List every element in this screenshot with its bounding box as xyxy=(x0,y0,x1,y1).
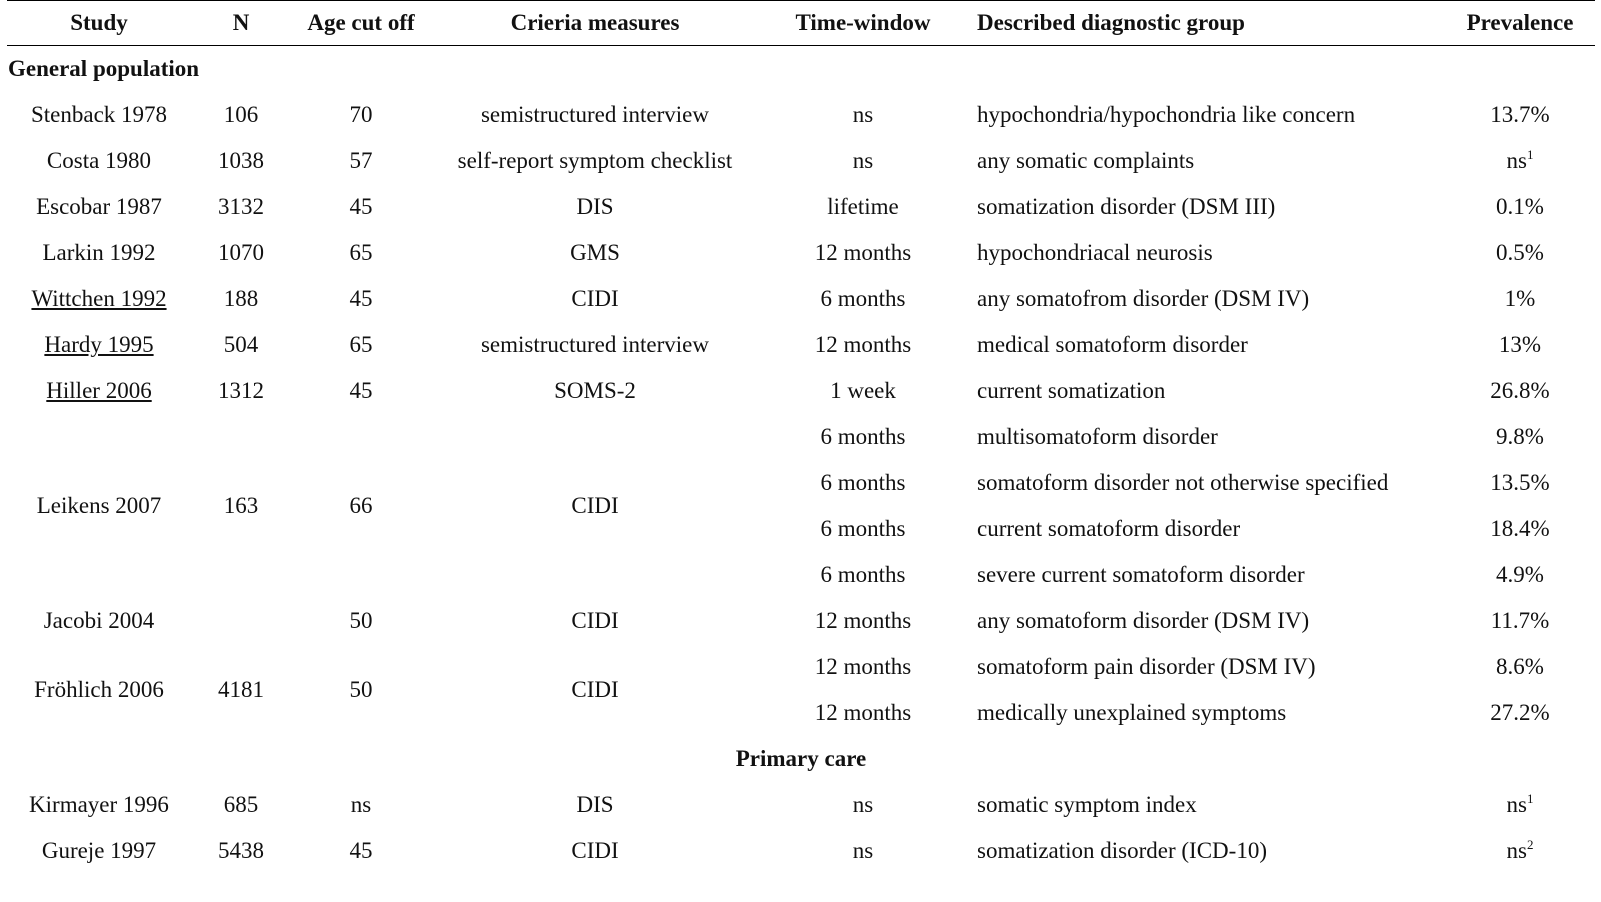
study-cell: Hardy 1995 xyxy=(44,332,154,357)
measure-cell: semistructured interview xyxy=(480,102,709,127)
measure-cell: semistructured interview xyxy=(480,332,709,357)
measure-cell: CIDI xyxy=(571,493,619,518)
time-cell: ns xyxy=(852,102,874,127)
time-cell: 6 months xyxy=(820,470,906,495)
prevalence-cell: 27.2% xyxy=(1490,700,1550,725)
n-cell: 1070 xyxy=(218,240,264,265)
footnote-marker: 1 xyxy=(1526,791,1534,806)
measure-cell: CIDI xyxy=(571,677,619,702)
col-header-group: Described diagnostic group xyxy=(967,1,1445,46)
age-cell: 45 xyxy=(349,378,373,403)
time-cell: 12 months xyxy=(814,700,912,725)
measure-cell: CIDI xyxy=(571,286,619,311)
age-cell: 50 xyxy=(349,608,373,633)
col-header-prevalence: Prevalence xyxy=(1445,1,1595,46)
measure-cell: SOMS-2 xyxy=(554,378,636,403)
study-cell: Wittchen 1992 xyxy=(31,286,167,311)
time-cell: 12 months xyxy=(814,608,912,633)
age-cell: ns xyxy=(350,792,372,817)
group-cell: hypochondriacal neurosis xyxy=(977,240,1213,265)
time-cell: 12 months xyxy=(814,654,912,679)
prevalence-cell: 0.5% xyxy=(1496,240,1544,265)
prevalence-value: ns xyxy=(1506,148,1527,173)
n-cell: 3132 xyxy=(218,194,264,219)
group-cell: somatization disorder (ICD-10) xyxy=(977,838,1267,863)
group-cell: current somatoform disorder xyxy=(977,516,1241,541)
n-cell: 1312 xyxy=(218,378,264,403)
n-cell: 504 xyxy=(223,332,259,357)
table-row xyxy=(7,92,1595,138)
study-cell: Escobar 1987 xyxy=(36,194,162,219)
prevalence-cell: 4.9% xyxy=(1496,562,1544,587)
section-row xyxy=(7,736,1595,782)
n-cell: 163 xyxy=(223,493,259,518)
col-header-measures: Crieria measures xyxy=(431,1,759,46)
col-header-age: Age cut off xyxy=(291,1,431,46)
table-row xyxy=(7,644,1595,690)
group-cell: any somatic complaints xyxy=(977,148,1195,173)
prevalence-value: ns xyxy=(1506,838,1527,863)
table-row xyxy=(7,598,1595,644)
prevalence-cell: 1% xyxy=(1504,286,1536,311)
age-cell: 57 xyxy=(349,148,373,173)
section-primary-care: Primary care xyxy=(735,746,867,771)
time-cell: 6 months xyxy=(820,424,906,449)
table-row xyxy=(7,276,1595,322)
col-header-n: N xyxy=(191,1,291,46)
time-cell: 12 months xyxy=(814,240,912,265)
study-cell: Stenback 1978 xyxy=(30,102,168,127)
prevalence-value: ns xyxy=(1506,792,1527,817)
time-cell: ns xyxy=(852,838,874,863)
group-cell: any somatoform disorder (DSM IV) xyxy=(977,608,1310,633)
group-cell: current somatization xyxy=(977,378,1166,403)
prevalence-cell: 18.4% xyxy=(1490,516,1550,541)
measure-cell: GMS xyxy=(570,240,620,265)
time-cell: ns xyxy=(852,792,874,817)
prevalence-cell: 9.8% xyxy=(1496,424,1544,449)
study-cell: Fröhlich 2006 xyxy=(34,677,164,702)
age-cell: 66 xyxy=(349,493,373,518)
prevalence-cell: 26.8% xyxy=(1490,378,1550,403)
col-header-study: Study xyxy=(7,1,191,46)
section-general-population: General population xyxy=(8,56,200,81)
table-row xyxy=(7,828,1595,874)
study-cell: Leikens 2007 xyxy=(36,493,162,518)
group-cell: multisomatoform disorder xyxy=(977,424,1218,449)
table-row xyxy=(7,138,1595,184)
study-cell: Hiller 2006 xyxy=(46,378,152,403)
group-cell: somatic symptom index xyxy=(977,792,1197,817)
table-body xyxy=(7,46,1595,875)
group-cell: somatization disorder (DSM III) xyxy=(977,194,1276,219)
study-cell: Larkin 1992 xyxy=(42,240,156,265)
time-cell: lifetime xyxy=(827,194,899,219)
prevalence-cell xyxy=(1445,138,1595,184)
prevalence-cell xyxy=(1445,782,1595,828)
group-cell: somatoform disorder not otherwise specified xyxy=(977,470,1389,495)
age-cell: 45 xyxy=(349,194,373,219)
measure-cell: DIS xyxy=(576,194,614,219)
study-cell: Kirmayer 1996 xyxy=(29,792,169,817)
prevalence-cell: 8.6% xyxy=(1496,654,1544,679)
n-cell: 188 xyxy=(223,286,259,311)
study-cell: Jacobi 2004 xyxy=(43,608,155,633)
time-cell: 1 week xyxy=(830,378,896,403)
table-row xyxy=(7,368,1595,414)
n-cell: 685 xyxy=(223,792,259,817)
time-cell: 12 months xyxy=(814,332,912,357)
table-row xyxy=(7,322,1595,368)
n-cell: 106 xyxy=(223,102,259,127)
age-cell: 65 xyxy=(349,240,373,265)
table-row xyxy=(7,782,1595,828)
table-row xyxy=(7,230,1595,276)
time-cell: 6 months xyxy=(820,516,906,541)
table-row xyxy=(7,184,1595,230)
group-cell: severe current somatoform disorder xyxy=(977,562,1305,587)
col-header-time: Time-window xyxy=(759,1,967,46)
group-cell: medically unexplained symptoms xyxy=(977,700,1287,725)
prevalence-cell: 13.5% xyxy=(1490,470,1550,495)
group-cell: hypochondria/hypochondria like concern xyxy=(977,102,1356,127)
prevalence-cell: 13% xyxy=(1498,332,1542,357)
group-cell: medical somatoform disorder xyxy=(977,332,1248,357)
age-cell: 45 xyxy=(349,838,373,863)
age-cell: 50 xyxy=(349,677,373,702)
age-cell: 70 xyxy=(349,102,373,127)
measure-cell: self-report symptom checklist xyxy=(457,148,733,173)
group-cell: any somatofrom disorder (DSM IV) xyxy=(977,286,1310,311)
prevalence-cell: 0.1% xyxy=(1496,194,1544,219)
n-cell xyxy=(191,598,291,644)
n-cell: 4181 xyxy=(218,677,264,702)
study-cell: Gureje 1997 xyxy=(41,838,157,863)
prevalence-cell xyxy=(1445,828,1595,874)
age-cell: 65 xyxy=(349,332,373,357)
section-row xyxy=(7,46,1595,93)
prevalence-cell: 11.7% xyxy=(1490,608,1550,633)
time-cell: 6 months xyxy=(820,286,906,311)
footnote-marker: 1 xyxy=(1526,147,1534,162)
time-cell: 6 months xyxy=(820,562,906,587)
study-cell: Costa 1980 xyxy=(46,148,152,173)
prevalence-cell: 13.7% xyxy=(1490,102,1550,127)
age-cell: 45 xyxy=(349,286,373,311)
time-cell: ns xyxy=(852,148,874,173)
footnote-marker: 2 xyxy=(1526,837,1534,852)
measure-cell: CIDI xyxy=(571,608,619,633)
n-cell: 1038 xyxy=(218,148,264,173)
table-row xyxy=(7,414,1595,460)
prevalence-table xyxy=(7,0,1595,874)
table-header xyxy=(7,1,1595,46)
measure-cell: CIDI xyxy=(571,838,619,863)
measure-cell: DIS xyxy=(576,792,614,817)
group-cell: somatoform pain disorder (DSM IV) xyxy=(977,654,1316,679)
n-cell: 5438 xyxy=(218,838,264,863)
